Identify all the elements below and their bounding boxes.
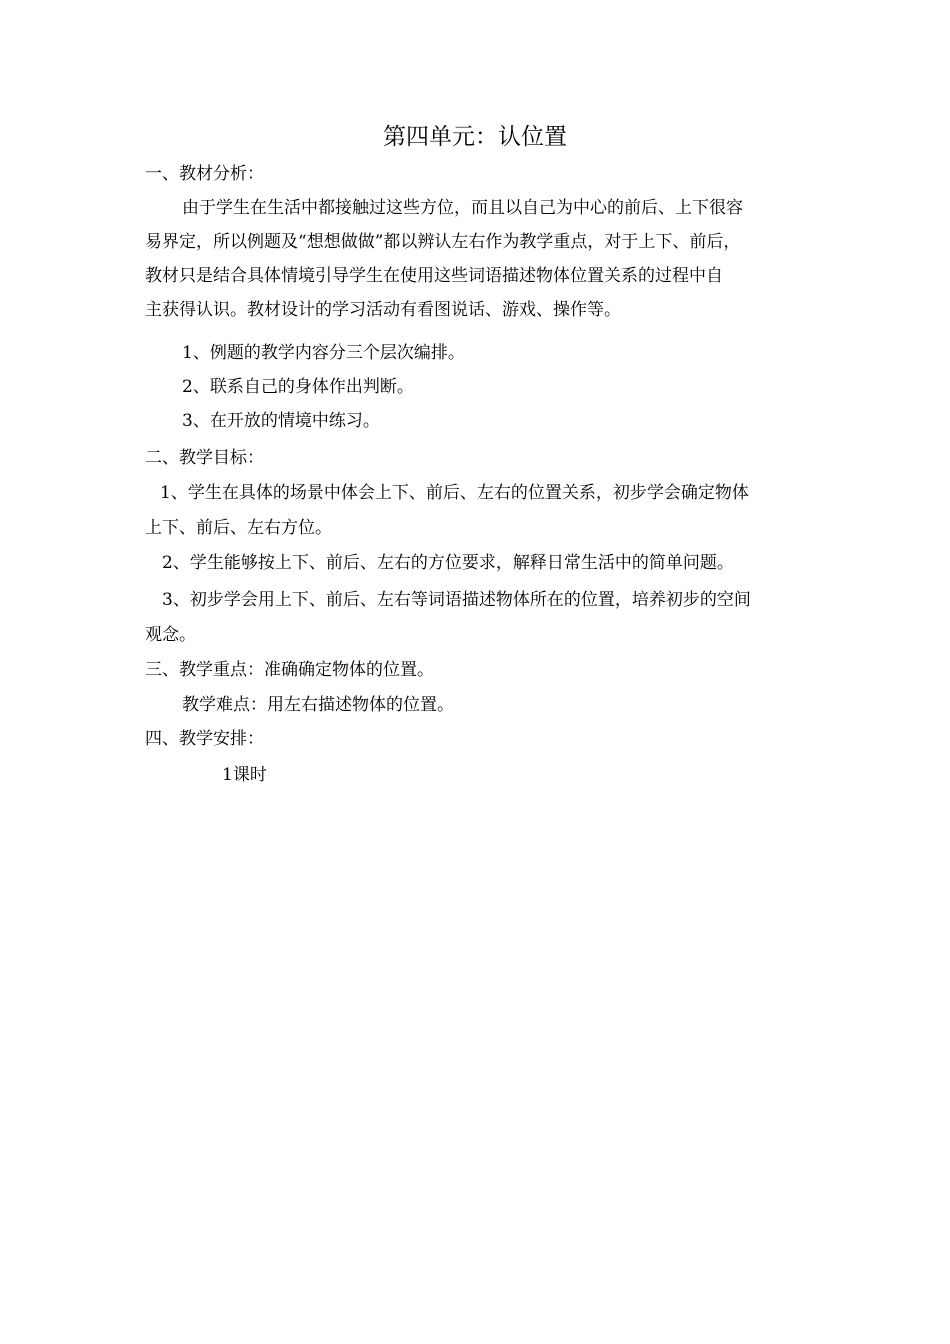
- goal-line: 1、学生在具体的场景中体会上下、前后、左右的位置关系，初步学会确定物体: [160, 483, 749, 503]
- list-item: 2、联系自己的身体作出判断。: [182, 377, 414, 397]
- goal-line: 2、学生能够按上下、前后、左右的方位要求，解释日常生活中的简单问题。: [162, 553, 734, 573]
- section-heading-key-point: 三、教学重点：准确确定物体的位置。: [145, 660, 434, 680]
- list-item: 3、在开放的情境中练习。: [182, 411, 380, 431]
- paragraph-line: 易界定，所以例题及“想想做做”都以辨认左右作为教学重点，对于上下、前后，: [145, 232, 741, 252]
- schedule-value: 1课时: [222, 765, 267, 785]
- difficulty-line: 教学难点：用左右描述物体的位置。: [182, 695, 454, 715]
- paragraph-line: 由于学生在生活中都接触过这些方位，而且以自己为中心的前后、上下很容: [182, 198, 743, 218]
- goal-line: 观念。: [145, 625, 196, 645]
- list-item: 1、例题的教学内容分三个层次编排。: [182, 343, 465, 363]
- document-title: 第四单元：认位置: [383, 124, 567, 150]
- paragraph-line: 主获得认识。教材设计的学习活动有看图说话、游戏、操作等。: [145, 300, 621, 320]
- goal-line: 上下、前后、左右方位。: [145, 518, 332, 538]
- goal-line: 3、初步学会用上下、前后、左右等词语描述物体所在的位置，培养初步的空间: [162, 590, 751, 610]
- section-heading-goals: 二、教学目标：: [145, 448, 264, 468]
- paragraph-line: 教材只是结合具体情境引导学生在使用这些词语描述物体位置关系的过程中自: [145, 266, 723, 286]
- section-heading-analysis: 一、教材分析：: [145, 164, 264, 184]
- section-heading-schedule: 四、教学安排：: [145, 729, 264, 749]
